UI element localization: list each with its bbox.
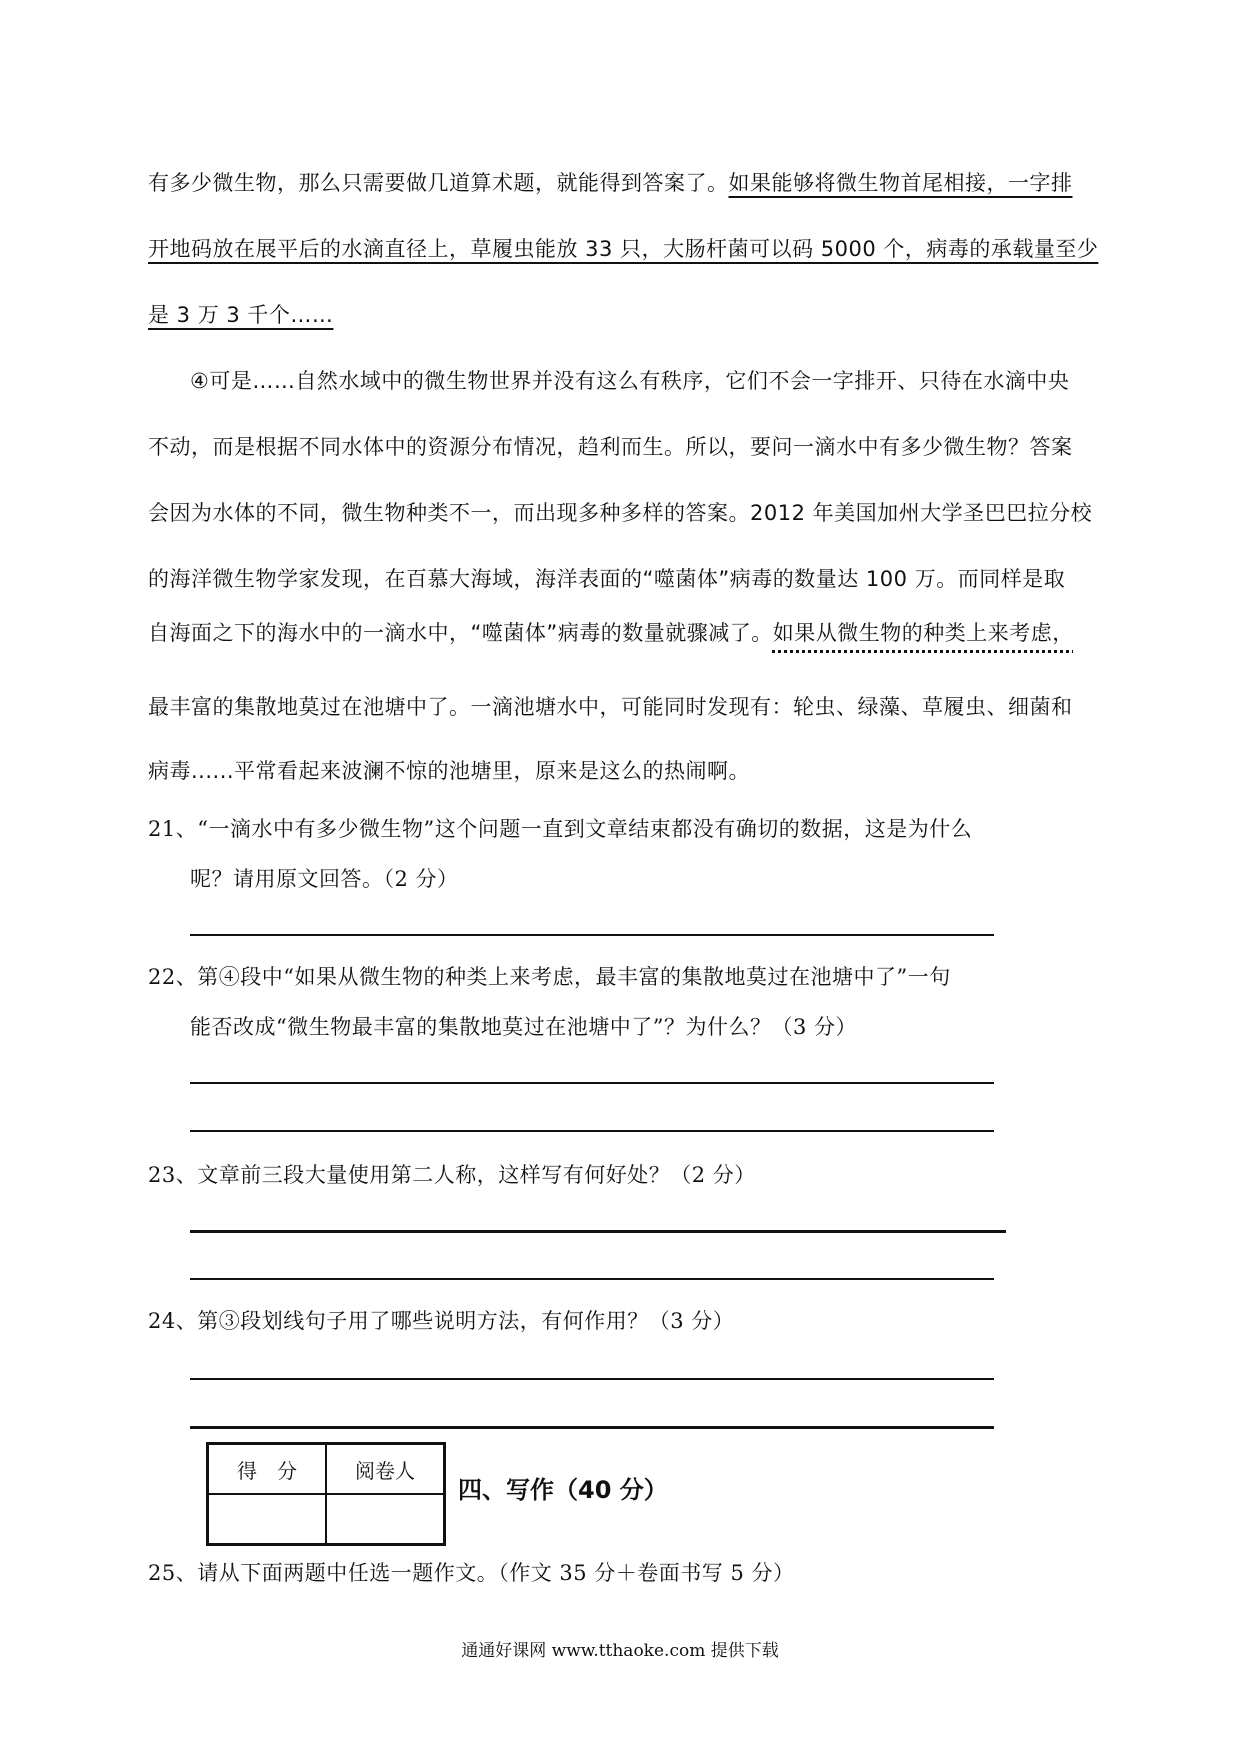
question-25: 25、请从下面两题中任选一题作文。（作文 35 分＋卷面书写 5 分）: [148, 1561, 795, 1585]
answer-line-23a[interactable]: [190, 1230, 1006, 1233]
passage-line-8: [148, 618, 1074, 648]
passage-line-6: 会因为水体的不同，微生物种类不一，而出现多种多样的答案。2012 年美国加州大学圣巴巴拉分校: [148, 501, 1093, 525]
answer-line-22a[interactable]: [190, 1082, 994, 1084]
score-header: 得 分: [208, 1444, 327, 1495]
question-23: 23、文章前三段大量使用第二人称，这样写有何好处？（2 分）: [148, 1163, 756, 1187]
answer-line-24b[interactable]: [190, 1426, 994, 1429]
passage-line-8-plain: 自海面之下的海水中的一滴水中，“噬菌体”病毒的数量就骤减了。: [148, 621, 773, 645]
question-22-line-1: 22、第④段中“如果从微生物的种类上来考虑，最丰富的集散地莫过在池塘中了”一句: [148, 965, 951, 989]
passage-line-10: 病毒......平常看起来波澜不惊的池塘里，原来是这么的热闹啊。: [148, 759, 751, 783]
passage-line-1-underlined: 如果能够将微生物首尾相接，一字排: [728, 171, 1073, 195]
question-21-line-2: 呢？请用原文回答。（2 分）: [190, 867, 459, 891]
passage-line-5: 不动，而是根据不同水体中的资源分布情况，趋利而生。所以，要问一滴水中有多少微生物？答案: [148, 435, 1073, 459]
passage-line-3-underlined: 是 3 万 3 千个……: [148, 303, 334, 327]
question-22-line-2: 能否改成“微生物最丰富的集散地莫过在池塘中了”？为什么？（3 分）: [190, 1015, 858, 1039]
passage-line-3: [148, 300, 333, 330]
score-cell[interactable]: [208, 1494, 327, 1545]
grader-cell[interactable]: [326, 1494, 445, 1545]
grader-header: 阅卷人: [326, 1444, 445, 1495]
section-title-writing: 四、写作（40 分）: [458, 1476, 668, 1504]
question-21-line-1: 21、“一滴水中有多少微生物”这个问题一直到文章结束都没有确切的数据，这是为什么: [148, 817, 973, 841]
passage-line-9: 最丰富的集散地莫过在池塘中了。一滴池塘水中，可能同时发现有：轮虫、绿藻、草履虫、细菌和: [148, 695, 1073, 719]
answer-line-23b[interactable]: [190, 1278, 994, 1280]
passage-line-1: [148, 168, 1073, 198]
passage-line-2-underlined: 开地码放在展平后的水滴直径上，草履虫能放 33 只，大肠杆菌可以码 5000 个，病毒的承载量至少: [148, 237, 1099, 261]
answer-line-21[interactable]: [190, 934, 994, 936]
passage-line-7: 的海洋微生物学家发现，在百慕大海域，海洋表面的“噬菌体”病毒的数量达 100 万。而同样是取: [148, 567, 1066, 591]
passage-line-2: [148, 234, 1098, 264]
passage-line-8-dotted: 如果从微生物的种类上来考虑，: [772, 621, 1074, 645]
answer-line-22b[interactable]: [190, 1130, 994, 1132]
passage-line-1-plain: 有多少微生物，那么只需要做几道算术题，就能得到答案了。: [148, 171, 729, 195]
answer-line-24a[interactable]: [190, 1378, 994, 1380]
passage-line-4: ④可是……自然水域中的微生物世界并没有这么有秩序，它们不会一字排开、只待在水滴中央: [190, 369, 1070, 393]
question-24: 24、第③段划线句子用了哪些说明方法，有何作用？（3 分）: [148, 1309, 735, 1333]
score-table: [206, 1442, 446, 1546]
page-footer: 通通好课网 www.tthaoke.com 提供下载: [461, 1641, 779, 1661]
